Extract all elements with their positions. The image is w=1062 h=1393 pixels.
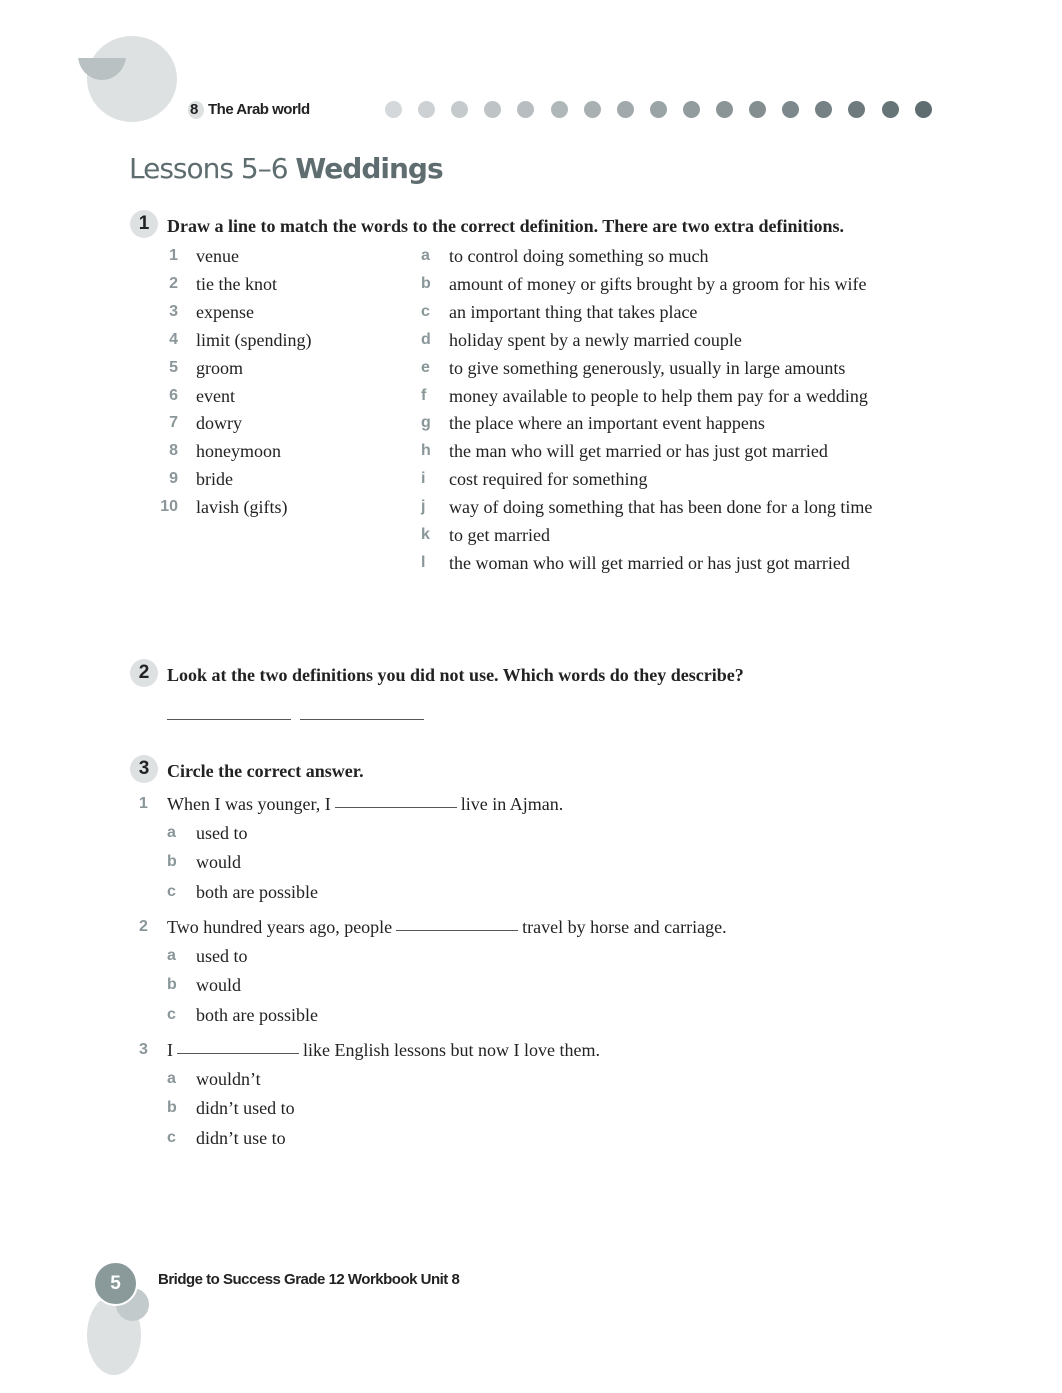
- answer-blank[interactable]: [335, 806, 457, 808]
- question-before: Two hundred years ago, people: [167, 917, 393, 937]
- progress-dot: [418, 101, 435, 118]
- option-letter: b: [167, 976, 177, 994]
- option-letter: c: [167, 882, 176, 900]
- progress-dot: [484, 101, 501, 118]
- word-item: groom: [196, 357, 243, 378]
- definition-letter: d: [421, 330, 431, 348]
- exercise-number: 2: [130, 659, 158, 687]
- word-number: 6: [169, 386, 178, 404]
- word-number: 10: [160, 498, 178, 516]
- definition-item: to get married: [449, 525, 550, 545]
- progress-dot: [882, 101, 899, 118]
- progress-dot: [749, 101, 766, 118]
- option-letter: b: [167, 1099, 177, 1117]
- answer-option[interactable]: wouldn’t: [196, 1069, 261, 1089]
- definition-letter: h: [421, 442, 431, 460]
- definition-item: amount of money or gifts brought by a groom for his wife: [449, 273, 867, 294]
- definition-letter: b: [421, 274, 431, 292]
- progress-dot: [650, 101, 667, 118]
- answer-option[interactable]: both are possible: [196, 881, 318, 902]
- word-item: tie the knot: [196, 273, 277, 294]
- progress-dot: [551, 101, 568, 118]
- definition-letter: l: [421, 553, 426, 571]
- word-item: limit (spending): [196, 329, 312, 350]
- word-number: 8: [169, 442, 178, 460]
- definition-letter: c: [421, 302, 430, 320]
- definition-item: money available to people to help them pay for a wedding: [449, 385, 868, 406]
- word-number: 4: [169, 330, 178, 348]
- answer-option[interactable]: would: [196, 852, 241, 873]
- exercise-number: 3: [130, 755, 158, 783]
- word-number: 7: [169, 414, 178, 432]
- question-text: [167, 1040, 600, 1061]
- answer-option[interactable]: used to: [196, 823, 248, 843]
- progress-dot: [617, 101, 634, 118]
- definition-item: an important thing that takes place: [449, 301, 698, 322]
- definition-item: the woman who will get married or has just got married: [449, 552, 850, 573]
- definition-letter: k: [421, 526, 430, 543]
- definition-item: the place where an important event happens: [449, 413, 765, 434]
- question-number: 2: [139, 918, 148, 935]
- progress-dot: [815, 101, 832, 118]
- word-item: expense: [196, 301, 254, 322]
- word-number: 3: [169, 302, 178, 320]
- definition-item: holiday spent by a newly married couple: [449, 329, 742, 350]
- definition-letter: i: [421, 470, 426, 488]
- answer-option[interactable]: both are possible: [196, 1004, 318, 1025]
- question-after: like English lessons but now I love them.: [303, 1040, 600, 1060]
- progress-dot: [848, 101, 865, 118]
- question-number: 1: [139, 795, 148, 812]
- unit-title: The Arab world: [208, 101, 310, 118]
- exercise-instruction: Draw a line to match the words to the correct definition. There are two extra definitions.: [167, 216, 845, 236]
- definition-letter: f: [421, 386, 427, 404]
- answer-blank[interactable]: [177, 1052, 299, 1054]
- answer-blank[interactable]: [396, 929, 518, 931]
- option-letter: c: [167, 1005, 176, 1023]
- progress-dot: [782, 101, 799, 118]
- question-text: [167, 917, 727, 938]
- word-number: 1: [169, 247, 178, 264]
- definition-letter: j: [421, 498, 426, 516]
- progress-dot: [451, 101, 468, 118]
- option-letter: a: [167, 1070, 176, 1087]
- question-before: I: [167, 1040, 173, 1060]
- question-after: travel by horse and carriage.: [522, 917, 727, 937]
- exercise-instruction: Look at the two definitions you did not use. Which words do they describe?: [167, 665, 744, 685]
- definition-item: cost required for something: [449, 469, 648, 490]
- exercise-instruction: Circle the correct answer.: [167, 761, 364, 781]
- word-item: lavish (gifts): [196, 497, 288, 518]
- word-item: event: [196, 385, 235, 406]
- option-letter: a: [167, 947, 176, 964]
- progress-dot: [385, 101, 402, 118]
- option-letter: a: [167, 824, 176, 841]
- definition-letter: g: [421, 414, 431, 432]
- progress-dot: [517, 101, 534, 118]
- progress-dot: [915, 101, 932, 118]
- definition-letter: a: [421, 247, 430, 264]
- word-number: 2: [169, 274, 178, 292]
- progress-dot: [716, 101, 733, 118]
- page-title: [129, 152, 443, 185]
- title-prefix: Lessons 5–6: [129, 152, 288, 185]
- page-number: 5: [93, 1261, 138, 1306]
- word-number: 5: [169, 358, 178, 376]
- book-title: Bridge to Success Grade 12 Workbook Unit 8: [158, 1271, 460, 1288]
- option-letter: b: [167, 853, 177, 871]
- progress-dot: [683, 101, 700, 118]
- definition-item: to control doing something so much: [449, 246, 709, 266]
- word-number: 9: [169, 470, 178, 488]
- exercise-number: 1: [130, 210, 158, 238]
- definition-item: way of doing something that has been done for a long time: [449, 497, 873, 518]
- question-after: live in Ajman.: [460, 794, 564, 814]
- unit-number: 8: [190, 101, 198, 118]
- answer-blank[interactable]: [300, 718, 424, 720]
- word-item: bride: [196, 469, 233, 490]
- question-text: [167, 794, 563, 815]
- progress-dot: [584, 101, 601, 118]
- word-item: venue: [196, 246, 239, 266]
- word-item: dowry: [196, 413, 242, 434]
- answer-option[interactable]: didn’t use to: [196, 1127, 286, 1148]
- answer-option[interactable]: used to: [196, 946, 248, 966]
- question-before: When I was younger, I: [167, 794, 331, 814]
- definition-item: to give something generously, usually in large amounts: [449, 357, 846, 378]
- title-main: Weddings: [295, 152, 443, 185]
- definition-letter: e: [421, 358, 430, 376]
- option-letter: c: [167, 1128, 176, 1146]
- answer-blank[interactable]: [167, 718, 291, 720]
- word-item: honeymoon: [196, 441, 281, 462]
- answer-option[interactable]: would: [196, 975, 241, 996]
- question-number: 3: [139, 1041, 148, 1058]
- definition-item: the man who will get married or has just got married: [449, 441, 828, 462]
- answer-option[interactable]: didn’t used to: [196, 1098, 295, 1119]
